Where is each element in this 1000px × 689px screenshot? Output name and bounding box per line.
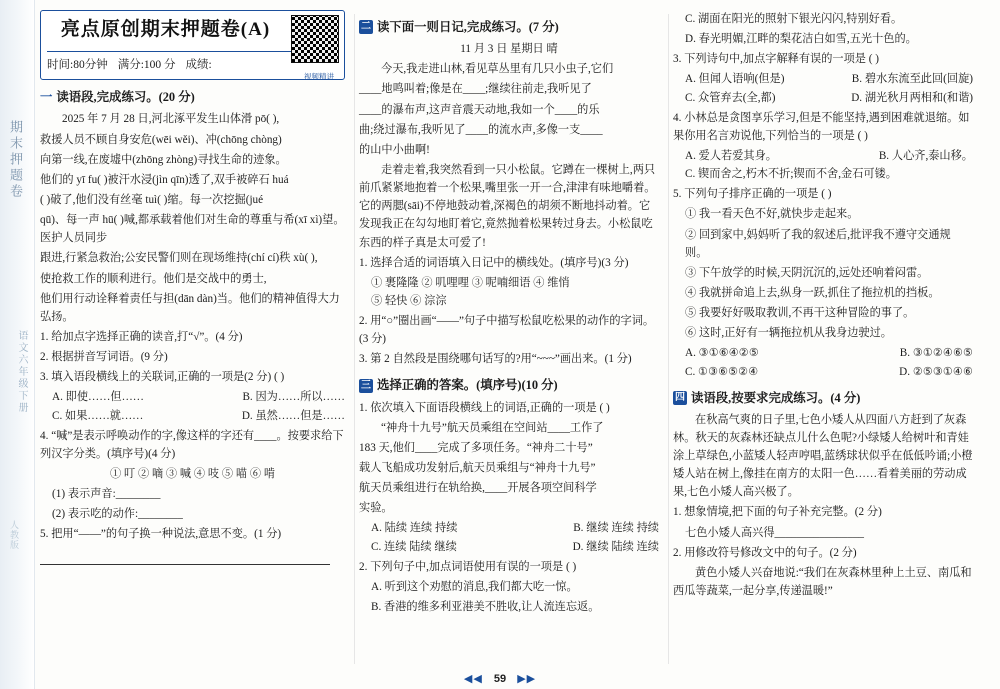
order-item: ④ 我就拼命追上去,纵身一跃,抓住了拖拉机的挡板。 bbox=[685, 286, 940, 299]
q3-1-passage-line: 航天员乘组进行在轨给换,____开展各项空间科学 bbox=[359, 482, 597, 495]
section-2-number: 二 bbox=[361, 21, 371, 33]
q1-options-row1 bbox=[371, 274, 659, 292]
q4-sub-2: (2) 表示吃的动作:________ bbox=[52, 508, 183, 521]
option-d[interactable]: D. 湖光秋月两相和(和谐) bbox=[851, 91, 973, 104]
question-item: 4. “喊”是表示呼唤动作的字,像这样的字还有____。按要求给下列汉字分类。(填序号)(4 分) bbox=[40, 429, 344, 460]
q5-options-row2 bbox=[685, 363, 973, 381]
option-b[interactable]: B. 人心齐,泰山移。 bbox=[878, 149, 973, 162]
passage-line: qū)、每一声 hū( )喊,都承载着他们对生命的尊重与希(xī xì)望。医护人员同步 bbox=[40, 214, 345, 245]
exam-title-box bbox=[40, 10, 345, 80]
q3-options-row1 bbox=[52, 388, 345, 406]
option-list-row[interactable]: ① 裹隆隆 ② 叽哩哩 ③ 呢喃细语 ④ 维悄 bbox=[371, 276, 570, 289]
order-item: ② 回到家中,妈妈听了我的叙述后,批评我不遵守交通规则。 bbox=[685, 228, 951, 259]
question-item: 1. 选择合适的词语填入日记中的横线处。(填序号)(3 分) bbox=[359, 256, 629, 269]
option-d[interactable]: D. 继续 陆续 连续 bbox=[572, 540, 659, 553]
column-3 bbox=[673, 10, 973, 670]
page-title: 亮点原创期末押题卷(A) bbox=[60, 19, 271, 40]
order-item: ① 我一看天色不好,就快步走起来。 bbox=[685, 208, 859, 221]
q1-fill-line[interactable]: 七色小矮人高兴得________________ bbox=[685, 526, 865, 539]
page-columns bbox=[40, 10, 990, 670]
spine-subtitle: 语文六年级下册 bbox=[16, 330, 27, 414]
q5-options-row1 bbox=[685, 344, 973, 362]
section-1-header bbox=[40, 87, 345, 107]
prev-page-arrow[interactable]: ◀◀ bbox=[463, 673, 483, 685]
question-item: 1. 依次填入下面语段横线上的词语,正确的一项是 ( ) bbox=[359, 401, 610, 414]
passage-line: 向第一线,在废墟中(zhōng zhòng)寻找生命的迹象。 bbox=[40, 153, 287, 166]
diary-line: ____的瀑布声,这声音震天动地,我如一个____的乐 bbox=[359, 103, 600, 116]
option-d[interactable]: D. 虽然……但是…… bbox=[241, 409, 345, 422]
question-item: 2. 用修改符号修改文中的句子。(2 分) bbox=[673, 546, 857, 559]
section-2-header bbox=[359, 17, 659, 37]
qr-code-icon[interactable] bbox=[291, 15, 339, 63]
grade-label: 成绩: bbox=[185, 58, 212, 71]
question-item: 3. 下列诗句中,加点字解释有误的一项是 ( ) bbox=[673, 53, 880, 66]
order-item: ③ 下午放学的时候,天阴沉沉的,远处还响着闷雷。 bbox=[685, 266, 929, 279]
question-item: 2. 用“○”圈出画“——”句子中描写松鼠吃松果的动作的字词。(3 分) bbox=[359, 315, 655, 346]
score-total-label: 满分:100 分 bbox=[117, 58, 176, 71]
passage-line: 在秋高气爽的日子里,七色小矮人从四面八方赶到了灰森林。秋天的灰森林还缺点儿什么色呢?小绿矮人给树叶和青娃涂上草绿色,小蓝矮人轻声哼唱,蓝绣球状似乎在低低吟诵;小橙矮人站在树上,像挂在南方的太阳一色……看着美丽的劳动成果,七色小矮人高兴极了。 bbox=[673, 413, 973, 499]
question-item: 1. 给加点字选择正确的读音,打“√”。(4 分) bbox=[40, 331, 243, 344]
qr-caption: 视频精讲 bbox=[304, 72, 334, 82]
section-3-header bbox=[359, 375, 659, 395]
q4-options-row1 bbox=[685, 147, 973, 165]
section-4-title: 读语段,按要求完成练习。(4 分) bbox=[691, 390, 861, 405]
q3-1-options-row2 bbox=[371, 538, 659, 556]
section-4-header bbox=[673, 388, 973, 408]
question-item: 5. 把用“——”的句子换一种说法,意思不变。(1 分) bbox=[40, 528, 282, 541]
option-a[interactable]: A. ③①⑥④②⑤ bbox=[685, 347, 759, 360]
q2-passage: 黄色小矮人兴奋地说:“我们在灰森林里种上土豆、南瓜和西瓜等蔬菜,一起分享,传递温暖!” bbox=[673, 566, 972, 598]
q3-1-options-row1 bbox=[371, 519, 659, 537]
next-page-arrow[interactable]: ▶▶ bbox=[517, 673, 537, 685]
option-b[interactable]: B. 碧水东流至此回(回旋) bbox=[851, 73, 973, 86]
question-item: 5. 下列句子排序正确的一项是 ( ) bbox=[673, 188, 832, 201]
option-c[interactable]: C. 连续 陆续 继续 bbox=[371, 540, 457, 553]
option-b[interactable]: B. ③①②④⑥⑤ bbox=[899, 347, 973, 360]
section-3-title: 选择正确的答案。(填序号)(10 分) bbox=[377, 378, 558, 393]
option-b[interactable]: B. 香港的维多利亚港美不胜收,让人流连忘返。 bbox=[371, 600, 600, 613]
diary-line: 今天,我走进山林,看见草丛里有几只小虫子,它们 bbox=[381, 63, 614, 76]
option-b[interactable]: B. 因为……所以…… bbox=[242, 391, 345, 404]
option-b[interactable]: B. 继续 连续 持续 bbox=[573, 522, 659, 535]
q1-options-row2 bbox=[371, 292, 659, 310]
option-d[interactable]: D. 春光明媚,江畔的梨花洁白如雪,五光十色的。 bbox=[685, 33, 917, 46]
q3-options-row2 bbox=[52, 407, 345, 425]
diary-line: ____地鸣叫着;像是在____;继续往前走,我听见了 bbox=[359, 83, 592, 96]
question-item: 2. 根据拼音写词语。(9 分) bbox=[40, 351, 168, 364]
diary-line: 曲;绕过瀑布,我听见了____的流水声,多像一支____ bbox=[359, 123, 603, 136]
passage-line: 他们用行动诠释着责任与担(dān dàn)当。他们的精神值得大力弘扬。 bbox=[40, 292, 340, 323]
option-a[interactable]: A. 爱人若爱其身。 bbox=[685, 149, 777, 162]
option-c[interactable]: C. 众管弃去(全,都) bbox=[685, 91, 776, 104]
q3-1-passage-line: “神舟十九号”航天员乘组在空间站____工作了 bbox=[381, 421, 604, 434]
q3-options-row1 bbox=[685, 70, 973, 88]
q3-1-passage-line: 实验。 bbox=[359, 502, 393, 515]
passage-line: 救援人员不顾自身安危(wēi wěi)、冲(chōng chòng) bbox=[40, 133, 282, 146]
question-item: 1. 想象情境,把下面的句子补充完整。(2 分) bbox=[673, 506, 882, 519]
section-3-number: 三 bbox=[361, 379, 371, 391]
time-label: 时间:80分钟 bbox=[47, 58, 108, 71]
question-item: 2. 下列句子中,加点词语使用有误的一项是 ( ) bbox=[359, 560, 577, 573]
question-item: 3. 第 2 自然段是围绕哪句话写的?用“~~~”画出来。(1 分) bbox=[359, 353, 632, 366]
order-item: ⑤ 我要好好吸取教训,不再干这种冒险的事了。 bbox=[685, 307, 915, 320]
option-c[interactable]: C. ①③⑥⑤②④ bbox=[685, 365, 759, 378]
page-footer bbox=[0, 672, 1000, 685]
q4-sub-1: (1) 表示声音:________ bbox=[52, 488, 161, 501]
question-item: 4. 小林总是贪图享乐学习,但是不能坚持,遇到困难就退缩。如果你用名言劝说他,下列恰当的一项是 ( ) bbox=[673, 111, 970, 142]
q3-1-passage-line: 载人飞船成功发射后,航天员乘组与“神舟十九号” bbox=[359, 462, 596, 474]
option-d[interactable]: D. ②⑤③①④⑥ bbox=[899, 365, 973, 378]
diary-date-heading: 11 月 3 日 星期日 晴 bbox=[460, 43, 558, 56]
option-list-row[interactable]: ⑤ 轻快 ⑥ 淙淙 bbox=[371, 294, 447, 307]
spine-edition: 人教版 bbox=[9, 520, 19, 550]
diary-line: 的山中小曲啊! bbox=[359, 143, 430, 156]
q3-options-row2 bbox=[685, 89, 973, 107]
section-1-number: 一 bbox=[40, 90, 53, 105]
passage-line: 使抢救工作的顺利进行。他们是交战中的勇士, bbox=[40, 272, 267, 285]
section-2-title: 读下面一则日记,完成练习。(7 分) bbox=[377, 20, 559, 34]
diary-paragraph-2: 走着走着,我突然看到一只小松鼠。它蹲在一棵树上,两只前爪紧紧地抱着一个松果,嘴里张一开一合,津津有味地嚼着。它的两腮(sāi)不停地鼓动着,深褐色的胡须不断地抖动着。它发现我正在勾勾地盯着它,竟然抛着松果转过身去。小松鼠吃东西的样子真是太可爱了! bbox=[359, 163, 656, 249]
passage-line: ( )破了,他们没有丝毫 tuì( )缩。每一次挖掘(jué bbox=[40, 194, 264, 207]
column-1 bbox=[40, 10, 345, 670]
option-c[interactable]: C. 湖面在阳光的照射下银光闪闪,特别好看。 bbox=[685, 13, 903, 25]
section-1-title: 读语段,完成练习。(20 分) bbox=[56, 90, 195, 105]
column-2 bbox=[359, 10, 659, 670]
order-item: ⑥ 这时,正好有一辆拖拉机从我身边驶过。 bbox=[685, 327, 892, 340]
passage-line: 2025 年 7 月 28 日,河北涿平发生山体滑 pō( ), bbox=[62, 113, 280, 126]
section-4-number: 四 bbox=[675, 391, 685, 403]
option-a[interactable]: A. 听到这个劝慰的消息,我们都大吃一惊。 bbox=[371, 580, 578, 593]
page-number: 59 bbox=[493, 673, 507, 685]
answer-line[interactable] bbox=[40, 546, 345, 565]
option-a[interactable]: A. 但闻人语响(但是) bbox=[685, 73, 785, 86]
passage-line: 跟进,行紧急救治;公安民警们则在现场维持(chí cí)秩 xù( ), bbox=[40, 252, 318, 265]
option-a[interactable]: A. 即使……但…… bbox=[52, 391, 144, 404]
question-item: 3. 填入语段横线上的关联词,正确的一项是(2 分) ( ) bbox=[40, 371, 285, 384]
option-c[interactable]: C. 锲而舍之,朽木不折;锲而不舍,金石可镂。 bbox=[685, 168, 897, 181]
q3-1-passage-line: 183 天,他们____完成了多项任务。“神舟二十号” bbox=[359, 441, 593, 454]
passage-line: 他们的 yī fu( )被汗水浸(jìn qīn)透了,双手被碎石 huá bbox=[40, 173, 289, 186]
q4-character-list: ① 叮 ② 嘀 ③ 喊 ④ 吱 ⑤ 喵 ⑥ 啃 bbox=[109, 468, 276, 481]
option-c[interactable]: C. 如果……就…… bbox=[52, 409, 144, 422]
spine-title: 期末押题卷 bbox=[8, 120, 23, 200]
option-a[interactable]: A. 陆续 连续 持续 bbox=[371, 522, 458, 535]
